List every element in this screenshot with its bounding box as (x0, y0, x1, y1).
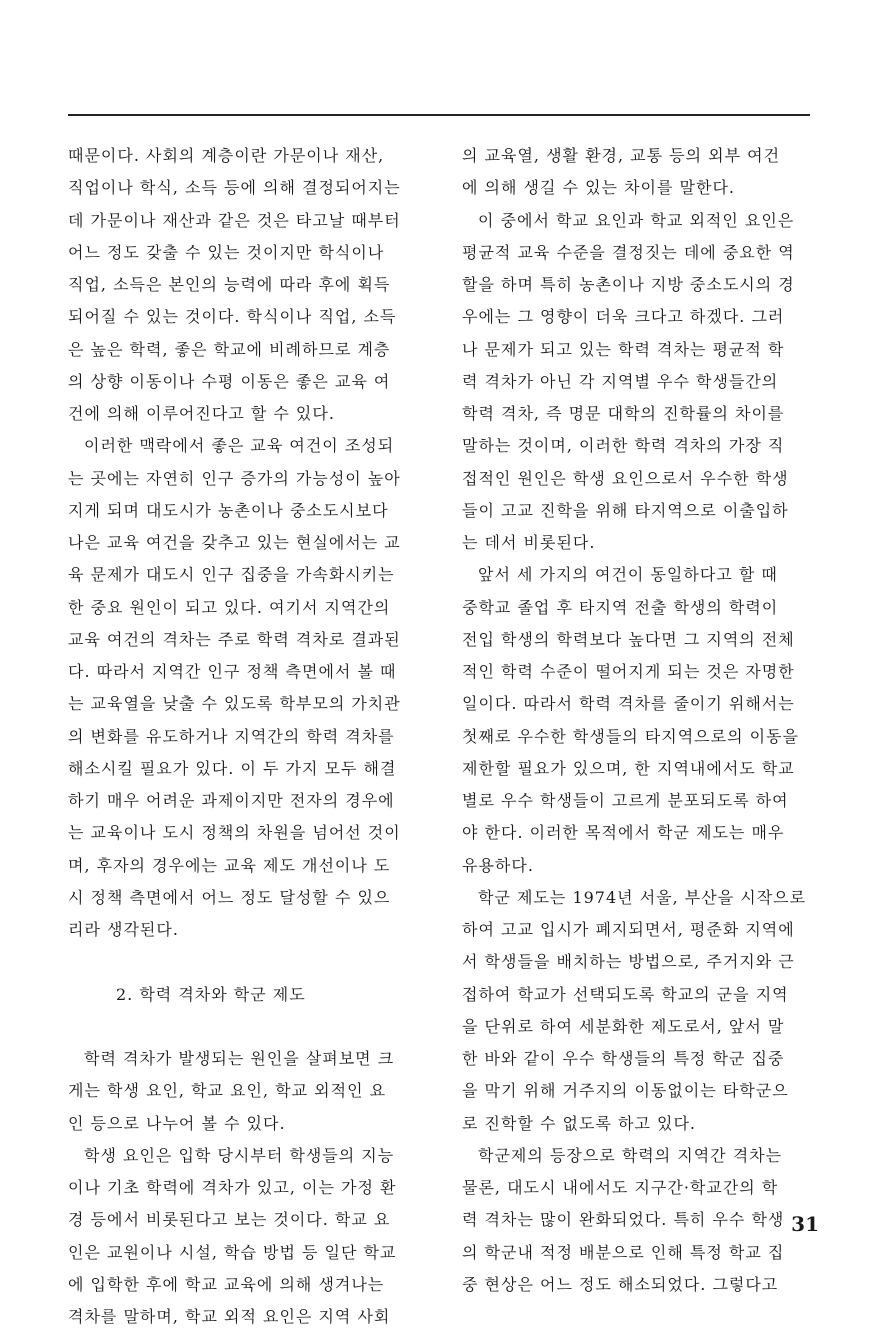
text-line: 평균적 교육 수준을 결정짓는 데에 중요한 역 (462, 242, 795, 262)
text-line: 는 데서 비롯된다. (462, 533, 596, 552)
text-line: 리라 생각된다. (68, 920, 179, 939)
text-line: 을 막기 위해 거주지의 이동없이는 타학군으 (462, 1081, 789, 1101)
text-line: 는 곳에는 자연히 인구 증가의 가능성이 높아 (68, 468, 401, 488)
header-rule (68, 114, 810, 116)
text-line: 격차를 말하며, 학교 외적 요인은 지역 사회 (68, 1307, 391, 1326)
text-line: 한 중요 원인이 되고 있다. 여기서 지역간의 (68, 597, 391, 617)
text-line: 중 현상은 어느 정도 해소되었다. 그렇다고 (462, 1274, 779, 1294)
text-line: 말하는 것이며, 이러한 학력 격차의 가장 직 (462, 436, 785, 456)
text-line: 의 교육열, 생활 환경, 교통 등의 외부 여건 (462, 146, 781, 165)
paragraph-start-line: 학생 요인은 입학 당시부터 학생들의 지능 (84, 1145, 395, 1165)
text-line: 나 문제가 되고 있는 학력 격차는 평균적 학 (462, 339, 785, 359)
text-line: 한 바와 같이 우수 학생들의 특정 학군 집중 (462, 1049, 785, 1068)
left-column (68, 140, 422, 1333)
text-line: 력 격차는 많이 완화되었다. 특히 우수 학생 (462, 1210, 785, 1230)
text-line: 전입 학생의 학력보다 높다면 그 지역의 전체 (462, 629, 795, 649)
section-heading: 2. 학력 격차와 학군 제도 (116, 984, 306, 1004)
text-line: 유용하다. (462, 855, 534, 875)
text-line: 이나 기초 학력에 격차가 있고, 이는 가정 환 (68, 1178, 397, 1197)
text-line: 인은 교원이나 시설, 학습 방법 등 일단 학교 (68, 1242, 397, 1262)
text-line: 는 교육열을 낮출 수 있도록 학부모의 가치관 (68, 694, 401, 714)
text-line: 시 정책 측면에서 어느 정도 달성할 수 있으 (68, 887, 391, 907)
text-line: 일이다. 따라서 학력 격차를 줄이기 위해서는 (462, 694, 795, 714)
paragraph-start-line: 학군제의 등장으로 학력의 지역간 격차는 (478, 1145, 783, 1165)
text-line: 야 한다. 이러한 목적에서 학군 제도는 매우 (462, 823, 785, 843)
text-line: 어느 정도 갖출 수 있는 것이지만 학식이나 (68, 242, 385, 262)
text-line: 지게 되며 대도시가 농촌이나 중소도시보다 (68, 500, 389, 520)
text-line: 에 의해 생길 수 있는 차이를 말한다. (462, 178, 735, 198)
text-line: 며, 후자의 경우에는 교육 제도 개선이나 도 (68, 855, 391, 875)
text-line: 건에 의해 이루어진다고 할 수 있다. (68, 404, 335, 423)
paragraph-start-line: 앞서 세 가지의 여건이 동일하다고 할 때 (478, 565, 778, 585)
text-line: 는 교육이나 도시 정책의 차원을 넘어선 것이 (68, 823, 401, 843)
text-line: 중학교 졸업 후 타지역 전출 학생의 학력이 (462, 597, 779, 617)
text-line: 데 가문이나 재산과 같은 것은 타고날 때부터 (68, 210, 401, 230)
text-line: 의 변화를 유도하거나 지역간의 학력 격차를 (68, 726, 395, 746)
text-line: 첫째로 우수한 학생들의 타지역으로의 이동을 (462, 726, 800, 746)
text-line: 로 진학할 수 없도록 하고 있다. (462, 1113, 696, 1133)
right-column (462, 140, 812, 1301)
blank-line (68, 1011, 422, 1043)
text-line: 적인 학력 수준이 떨어지게 되는 것은 자명한 (462, 662, 795, 681)
text-line: 인 등으로 나누어 볼 수 있다. (68, 1113, 286, 1133)
text-line: 력 격차가 아닌 각 지역별 우수 학생들간의 (462, 371, 779, 391)
text-line: 다. 따라서 지역간 인구 정책 측면에서 볼 때 (68, 662, 397, 681)
paragraph-start-line: 학력 격차가 발생되는 원인을 살펴보면 크 (84, 1049, 395, 1068)
text-line: 학력 격차, 즉 명문 대학의 진학률의 차이를 (462, 404, 785, 423)
text-line: 접하여 학교가 선택되도록 학교의 군을 지역 (462, 984, 789, 1004)
text-line: 은 높은 학력, 좋은 학교에 비례하므로 계층 (68, 339, 391, 359)
text-line: 접적인 원인은 학생 요인으로서 우수한 학생 (462, 468, 789, 488)
paragraph-start-line: 학군 제도는 1974년 서울, 부산을 시작으로 (478, 887, 807, 907)
text-line: 물론, 대도시 내에서도 지구간·학교간의 학 (462, 1178, 779, 1197)
text-line: 에 입학한 후에 학교 교육에 의해 생겨나는 (68, 1274, 385, 1294)
text-line: 때문이다. 사회의 계층이란 가문이나 재산, (68, 146, 385, 165)
text-line: 직업이나 학식, 소득 등에 의해 결정되어지는 (68, 178, 401, 198)
text-line: 육 문제가 대도시 인구 집중을 가속화시키는 (68, 565, 395, 585)
text-line: 별로 우수 학생들이 고르게 분포되도록 하여 (462, 791, 789, 810)
text-line: 서 학생들을 배치하는 방법으로, 주거지와 근 (462, 952, 795, 972)
text-line: 나은 교육 여건을 갖추고 있는 현실에서는 교 (68, 533, 401, 552)
text-line: 의 상향 이동이나 수평 이동은 좋은 교육 여 (68, 371, 391, 391)
text-line: 되어질 수 있는 것이다. 학식이나 직업, 소득 (68, 307, 397, 327)
text-line: 직업, 소득은 본인의 능력에 따라 후에 획득 (68, 275, 391, 294)
text-line: 을 단위로 하여 세분화한 제도로서, 앞서 말 (462, 1016, 785, 1036)
text-line: 게는 학생 요인, 학교 요인, 학교 외적인 요 (68, 1081, 387, 1101)
paragraph-start-line: 이러한 맥락에서 좋은 교육 여건이 조성되 (84, 436, 395, 456)
text-line: 의 학군내 적정 배분으로 인해 특정 학교 집 (462, 1242, 785, 1262)
text-line: 할을 하며 특히 농촌이나 지방 중소도시의 경 (462, 275, 795, 294)
text-line: 제한할 필요가 있으며, 한 지역내에서도 학교 (462, 758, 795, 778)
text-line: 해소시킬 필요가 있다. 이 두 가지 모두 해결 (68, 758, 397, 778)
text-line: 교육 여건의 격차는 주로 학력 격차로 결과된 (68, 629, 401, 649)
text-line: 경 등에서 비롯된다고 보는 것이다. 학교 요 (68, 1210, 391, 1230)
paragraph-start-line: 이 중에서 학교 요인과 학교 외적인 요인은 (478, 210, 795, 230)
text-line: 들이 고교 진학을 위해 타지역으로 이출입하 (462, 500, 789, 520)
text-line: 하기 매우 어려운 과제이지만 전자의 경우에 (68, 791, 395, 810)
page-number: 31 (791, 1212, 819, 1236)
blank-line (68, 946, 422, 978)
text-line: 우에는 그 영향이 더욱 크다고 하겠다. 그러 (462, 307, 785, 327)
text-line: 하여 고교 입시가 폐지되면서, 평준화 지역에 (462, 920, 795, 939)
